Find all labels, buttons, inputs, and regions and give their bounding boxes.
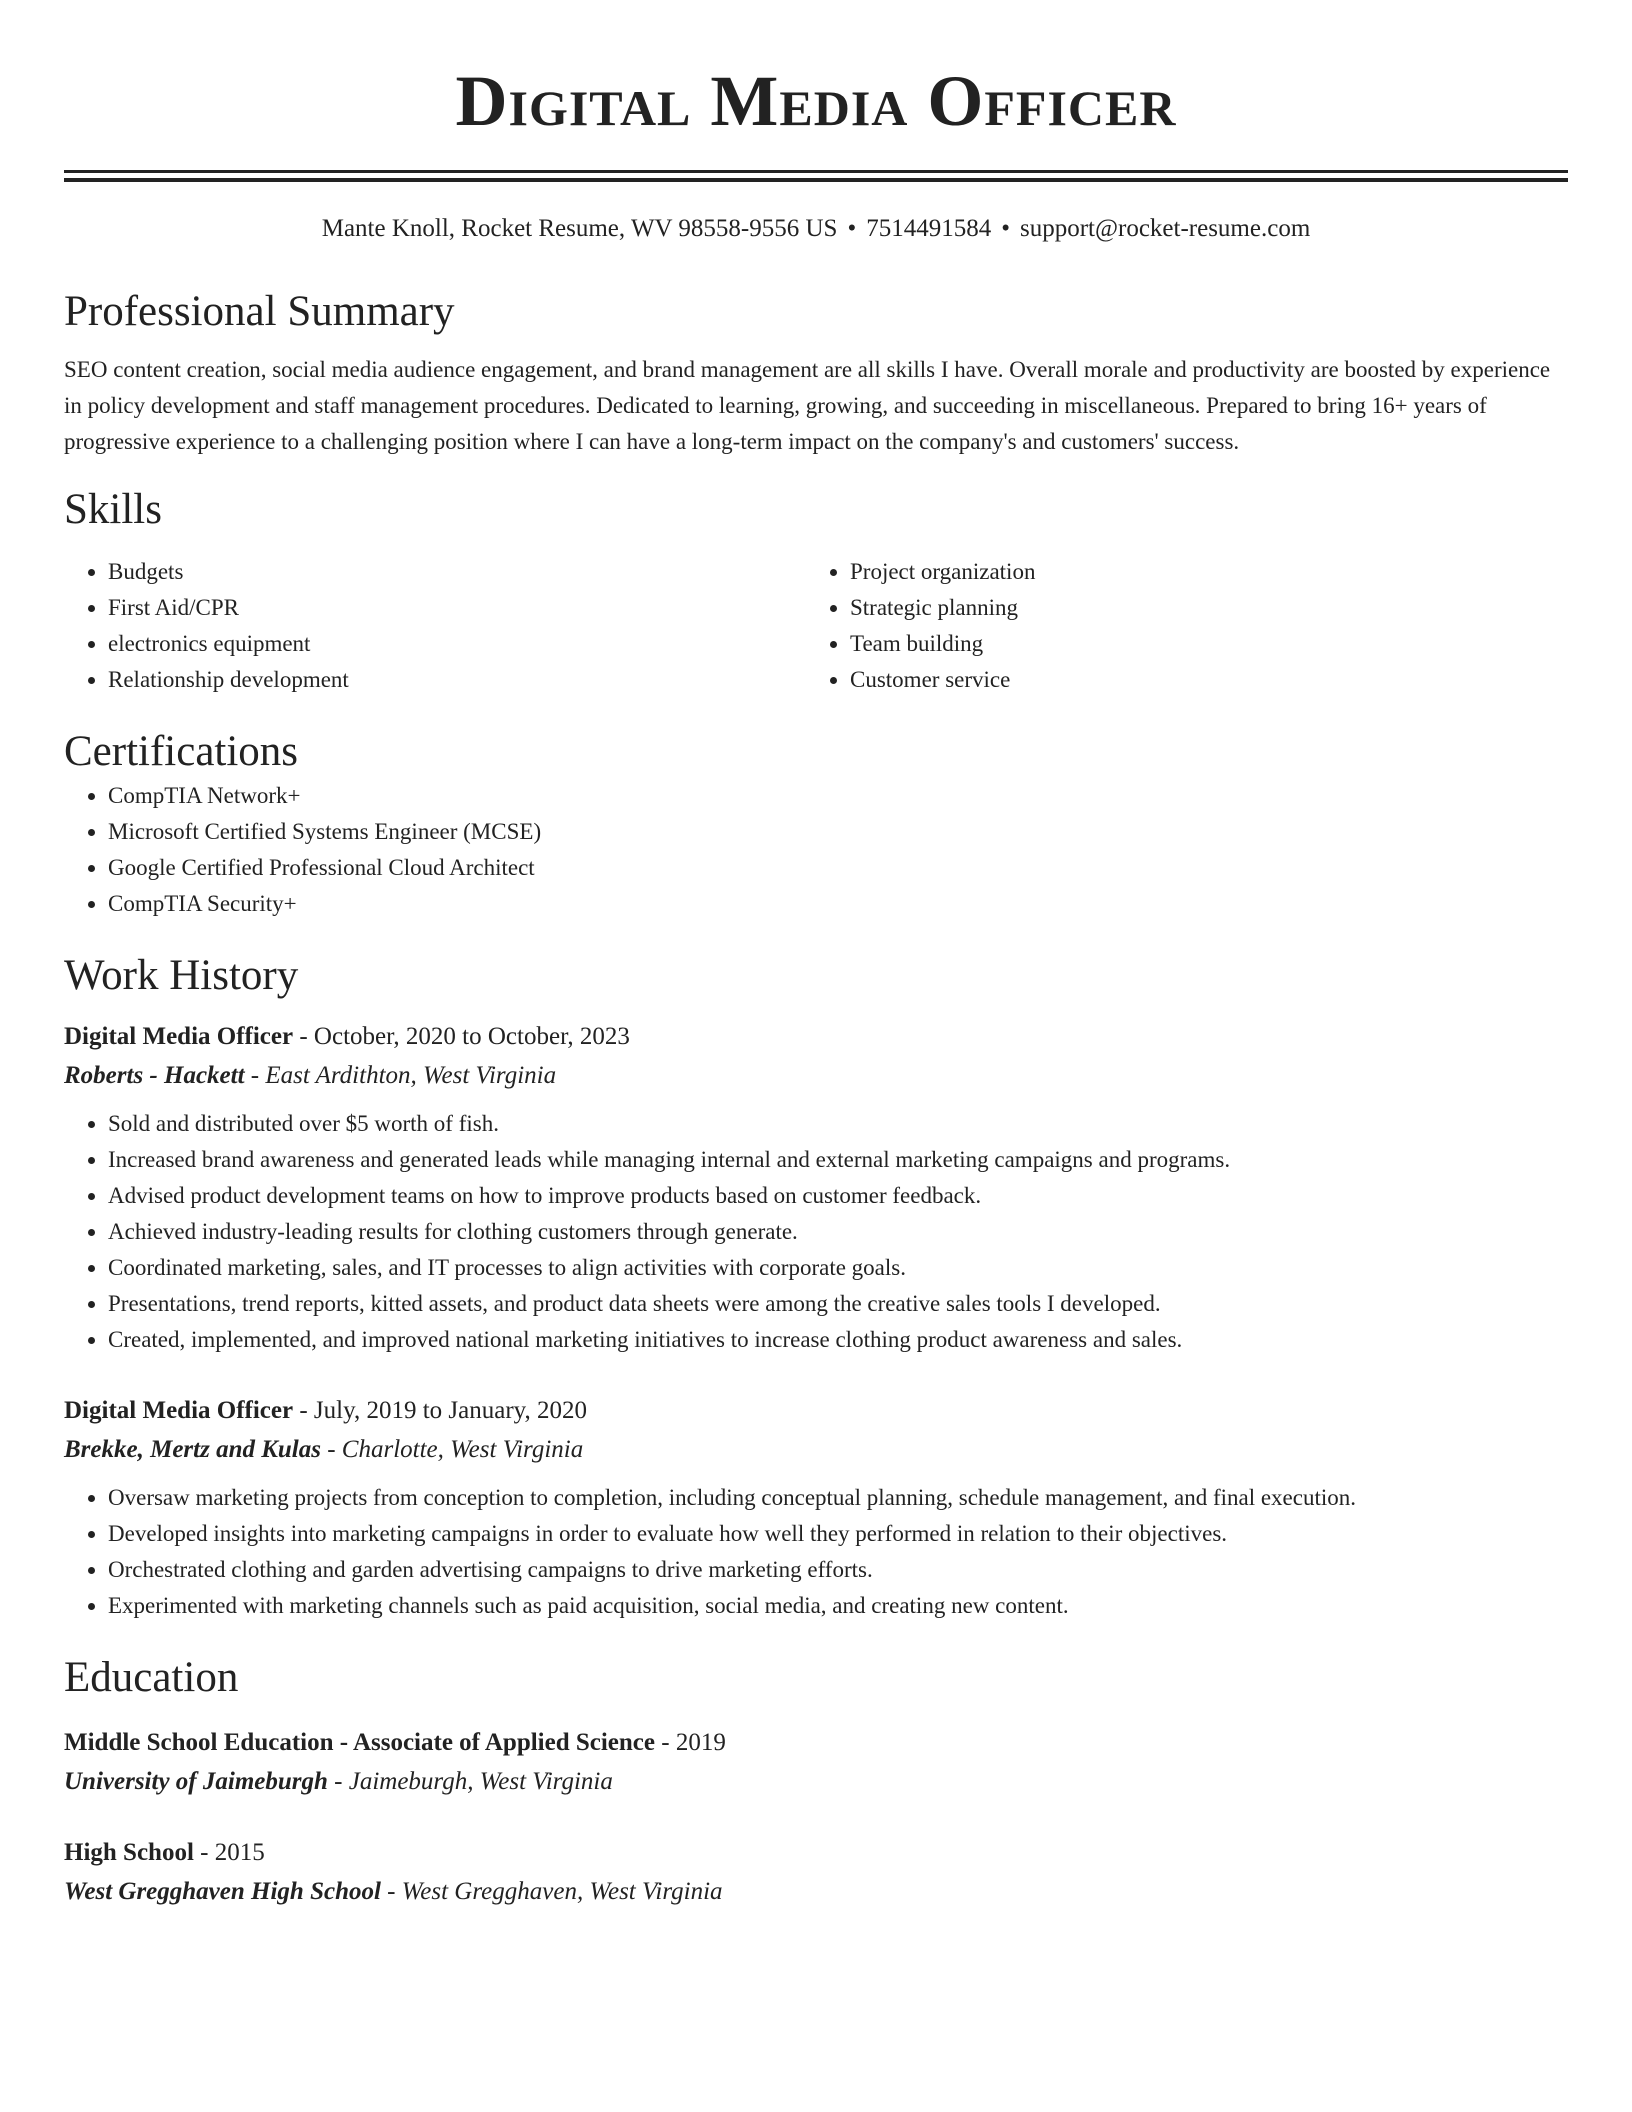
job-bullet: • Sold and distributed over $5 worth of fish. (108, 1106, 1568, 1142)
certifications-section (64, 726, 1568, 922)
title-divider-top (64, 170, 1568, 173)
skills-columns (64, 554, 1568, 698)
education-heading: Education (64, 1654, 239, 1701)
job-employer-line (64, 1056, 1568, 1096)
contact-separator: • (847, 215, 857, 242)
job-bullets (64, 1480, 1568, 1624)
skill-item: • Customer service (850, 662, 1548, 698)
certifications-list (64, 778, 1568, 922)
skills-section (64, 484, 1568, 698)
job-bullet: • Presentations, trend reports, kitted assets, and product data sheets were among the creative sales tools I developed. (108, 1286, 1568, 1322)
summary-heading: Professional Summary (64, 288, 455, 335)
job-entry (64, 1392, 1568, 1624)
education-entry (64, 1834, 1568, 1912)
skills-column-left (64, 554, 806, 698)
contact-address: Mante Knoll, Rocket Resume, WV 98558-9556 US (321, 215, 838, 242)
contact-separator: • (1001, 215, 1010, 242)
skill-item: • Team building (850, 626, 1548, 662)
education-degree: High School (64, 1839, 194, 1866)
job-bullet: • Developed insights into marketing campaigns in order to evaluate how well they performed in relation to their objectives. (108, 1516, 1568, 1552)
education-school: University of Jaimeburgh (64, 1768, 328, 1795)
summary-text: SEO content creation, social media audience engagement, and brand management are all skills I have. Overall morale and productivity are boosted by experience in policy development and staff management procedures. Dedicated to learning, growing, and succeeding in miscellaneous. Prepared to bring 16+ years of progressive experience to a challenging position where I can have a long-term impact on the company's and customers' success. (64, 357, 1551, 454)
education-school: West Gregghaven High School (64, 1878, 381, 1905)
education-school-line (64, 1872, 1568, 1912)
certification-item: • Microsoft Certified Systems Engineer (MCSE) (108, 814, 1568, 850)
contact-phone: 7514491584 (866, 215, 992, 242)
education-entry (64, 1724, 1568, 1802)
job-bullet: • Coordinated marketing, sales, and IT processes to align activities with corporate goals. (108, 1250, 1568, 1286)
job-bullet: • Orchestrated clothing and garden advertising campaigns to drive marketing efforts. (108, 1552, 1568, 1588)
contact-email: support@rocket-resume.com (1019, 215, 1311, 242)
education-degree-line (64, 1724, 1568, 1762)
job-title: Digital Media Officer (64, 1023, 294, 1050)
resume-title: Digital Media Officer (455, 61, 1177, 141)
job-dates: - October, 2020 to October, 2023 (293, 1023, 630, 1050)
education-year: - 2015 (193, 1839, 265, 1866)
certification-item: • CompTIA Network+ (108, 778, 1568, 814)
job-location: - Charlotte, West Virginia (320, 1436, 584, 1463)
job-bullets (64, 1106, 1568, 1358)
skill-item: • Project organization (850, 554, 1548, 590)
education-school-line (64, 1762, 1568, 1802)
job-location: - East Ardithton, West Virginia (244, 1062, 557, 1089)
job-bullet: • Achieved industry-leading results for clothing customers through generate. (108, 1214, 1568, 1250)
skill-item: • electronics equipment (108, 626, 806, 662)
education-degree-line (64, 1834, 1568, 1872)
job-title: Digital Media Officer (64, 1397, 294, 1424)
job-bullet: • Oversaw marketing projects from conception to completion, including conceptual planning, schedule management, and final execution. (108, 1480, 1568, 1516)
certification-item: • CompTIA Security+ (108, 886, 1568, 922)
education-degree: Middle School Education - Associate of Applied Science (64, 1729, 656, 1756)
education-section (64, 1652, 1568, 1912)
education-location: - West Gregghaven, West Virginia (380, 1878, 723, 1905)
job-employer-line (64, 1430, 1568, 1470)
job-entry (64, 1018, 1568, 1358)
contact-line (64, 212, 1568, 246)
job-employer: Roberts - Hackett (64, 1062, 245, 1089)
skills-heading: Skills (64, 486, 162, 533)
job-bullet: • Experimented with marketing channels such as paid acquisition, social media, and creating new content. (108, 1588, 1568, 1624)
work-history-section (64, 950, 1568, 1624)
skill-item: • Budgets (108, 554, 806, 590)
education-year: - 2019 (655, 1729, 726, 1756)
summary-section (64, 286, 1568, 460)
job-role-line (64, 1018, 1568, 1056)
title-divider-bottom (64, 178, 1568, 182)
job-bullet: • Created, implemented, and improved national marketing initiatives to increase clothing product awareness and sales. (108, 1322, 1568, 1358)
job-employer: Brekke, Mertz and Kulas (64, 1436, 321, 1463)
work-history-heading: Work History (64, 952, 299, 999)
skill-item: • Strategic planning (850, 590, 1548, 626)
certifications-heading: Certifications (64, 728, 299, 775)
job-dates: - July, 2019 to January, 2020 (293, 1397, 588, 1424)
job-bullet: • Advised product development teams on how to improve products based on customer feedback. (108, 1178, 1568, 1214)
job-role-line (64, 1392, 1568, 1430)
job-bullet: • Increased brand awareness and generated leads while managing internal and external marketing campaigns and programs. (108, 1142, 1568, 1178)
education-location: - Jaimeburgh, West Virginia (327, 1768, 613, 1795)
skill-item: • Relationship development (108, 662, 806, 698)
certification-item: • Google Certified Professional Cloud Architect (108, 850, 1568, 886)
skill-item: • First Aid/CPR (108, 590, 806, 626)
skills-column-right (806, 554, 1548, 698)
